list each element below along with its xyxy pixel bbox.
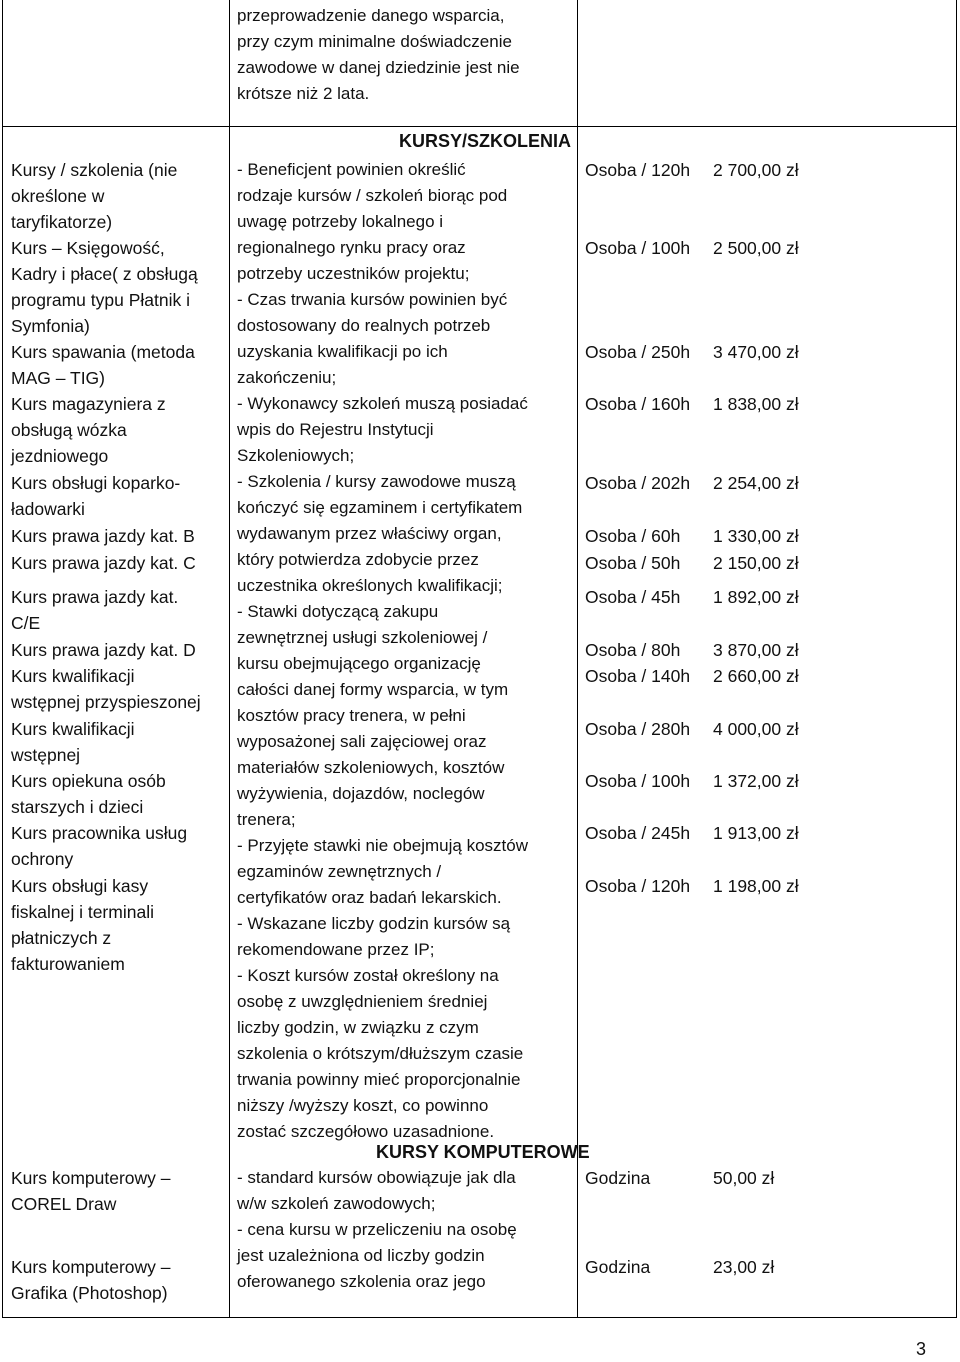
price-cell: 2 500,00 zł xyxy=(713,238,799,258)
table-border-left xyxy=(2,0,3,1318)
course-line: Kurs komputerowy – xyxy=(11,1257,171,1277)
note-line: trenera; xyxy=(237,810,296,829)
note-line: - Przyjęte stawki nie obejmują kosztów xyxy=(237,836,529,855)
price-cell: 1 892,00 zł xyxy=(713,587,799,607)
course-line: Kurs obsługi koparko- xyxy=(11,473,181,493)
course-line: Kurs spawania (metoda xyxy=(11,342,195,362)
price-cell: 4 000,00 zł xyxy=(713,719,799,739)
price-cell: 2 254,00 zł xyxy=(713,473,799,493)
course-line: ochrony xyxy=(11,849,74,869)
course-line: Kadry i płace( z obsługą xyxy=(11,264,198,284)
course-line: Kurs komputerowy – xyxy=(11,1168,171,1188)
price-cell: 1 330,00 zł xyxy=(713,526,799,546)
note-line: materiałów szkoleniowych, kosztów xyxy=(237,758,505,777)
price-cell: 1 198,00 zł xyxy=(713,876,799,896)
course-line: C/E xyxy=(11,613,41,633)
note-line: - Wskazane liczby godzin kursów są xyxy=(237,914,511,933)
note-line: szkolenia o krótszym/dłuższym czasie xyxy=(237,1044,524,1063)
note-line: wyżywienia, dojazdów, noclegów xyxy=(237,784,485,803)
note-line: uczestnika określonych kwalifikacji; xyxy=(237,576,503,595)
note-line: potrzeby uczestników projektu; xyxy=(237,264,470,283)
unit-cell: Osoba / 60h xyxy=(585,526,681,546)
course-line: Kurs pracownika usług xyxy=(11,823,188,843)
unit-cell: Osoba / 100h xyxy=(585,771,691,791)
note-line: liczby godzin, w związku z czym xyxy=(237,1018,479,1037)
text-line: zawodowe w danej dziedzinie jest nie xyxy=(237,58,520,77)
price-cell: 1 838,00 zł xyxy=(713,394,799,414)
unit-cell: Osoba / 45h xyxy=(585,587,681,607)
course-line: Kurs kwalifikacji xyxy=(11,666,135,686)
course-line: Kurs magazyniera z xyxy=(11,394,166,414)
course-line: Kurs prawa jazdy kat. B xyxy=(11,526,195,546)
price-cell: 2 700,00 zł xyxy=(713,160,799,180)
course-line: wstępnej przyspieszonej xyxy=(11,692,201,712)
note-line: - Koszt kursów został określony na xyxy=(237,966,499,985)
table-border-right xyxy=(956,0,957,1318)
note-line: w/w szkoleń zawodowych; xyxy=(237,1194,436,1213)
course-line: starszych i dzieci xyxy=(11,797,144,817)
price-cell: 1 913,00 zł xyxy=(713,823,799,843)
note-line: zostać szczegółowo uzasadnione. xyxy=(237,1122,495,1141)
price-cell: 50,00 zł xyxy=(713,1168,775,1188)
note-line: trwania powinny mieć proporcjonalnie xyxy=(237,1070,521,1089)
course-line: Kurs kwalifikacji xyxy=(11,719,135,739)
note-line: jest uzależniona od liczby godzin xyxy=(237,1246,485,1265)
unit-cell: Godzina xyxy=(585,1257,651,1277)
course-line: Kurs prawa jazdy kat. xyxy=(11,587,179,607)
text-line: przeprowadzenie danego wsparcia, xyxy=(237,6,505,25)
course-line: Kursy / szkolenia (nie xyxy=(11,160,178,180)
note-line: osobę z uwzględnieniem średniej xyxy=(237,992,488,1011)
course-line: obsługą wózka xyxy=(11,420,127,440)
note-line: - Szkolenia / kursy zawodowe muszą xyxy=(237,472,516,491)
unit-cell: Osoba / 120h xyxy=(585,876,691,896)
note-line: uzyskania kwalifikacji po ich xyxy=(237,342,448,361)
note-line: wpis do Rejestru Instytucji xyxy=(237,420,434,439)
note-line: kursu obejmującego organizację xyxy=(237,654,481,673)
course-line: MAG – TIG) xyxy=(11,368,105,388)
note-line: Szkoleniowych; xyxy=(237,446,355,465)
note-line: kończyć się egzaminem i certyfikatem xyxy=(237,498,523,517)
note-line: certyfikatów oraz badań lekarskich. xyxy=(237,888,502,907)
unit-cell: Osoba / 160h xyxy=(585,394,691,414)
price-cell: 3 870,00 zł xyxy=(713,640,799,660)
course-line: Kurs – Księgowość, xyxy=(11,238,165,258)
note-line: wyposażonej sali zajęciowej oraz xyxy=(237,732,487,751)
course-line: wstępnej xyxy=(11,745,81,765)
course-line: Kurs prawa jazdy kat. D xyxy=(11,640,196,660)
price-cell: 3 470,00 zł xyxy=(713,342,799,362)
course-line: Kurs prawa jazdy kat. C xyxy=(11,553,196,573)
course-line: Kurs opiekuna osób xyxy=(11,771,166,791)
column-divider-1 xyxy=(229,0,230,1318)
page-number: 3 xyxy=(916,1339,927,1359)
course-line: programu typu Płatnik i xyxy=(11,290,190,310)
text-line: krótsze niż 2 lata. xyxy=(237,84,370,103)
note-line: zakończeniu; xyxy=(237,368,337,387)
unit-cell: Osoba / 50h xyxy=(585,553,681,573)
course-line: jezdniowego xyxy=(11,446,109,466)
course-line: płatniczych z xyxy=(11,928,112,948)
note-line: - cena kursu w przeliczeniu na osobę xyxy=(237,1220,517,1239)
note-line: - Beneficjent powinien określić xyxy=(237,160,466,179)
unit-cell: Osoba / 100h xyxy=(585,238,691,258)
price-cell: 2 660,00 zł xyxy=(713,666,799,686)
unit-cell: Godzina xyxy=(585,1168,651,1188)
note-line: dostosowany do realnych potrzeb xyxy=(237,316,491,335)
course-line: COREL Draw xyxy=(11,1194,117,1214)
course-line: ładowarki xyxy=(11,499,85,519)
course-line: Symfonia) xyxy=(11,316,90,336)
unit-cell: Osoba / 250h xyxy=(585,342,691,362)
note-line: rodzaje kursów / szkoleń biorąc pod xyxy=(237,186,508,205)
note-line: - Stawki dotyczącą zakupu xyxy=(237,602,439,621)
course-line: Grafika (Photoshop) xyxy=(11,1283,168,1303)
unit-cell: Osoba / 140h xyxy=(585,666,691,686)
section-header-kursy-komputerowe: KURSY KOMPUTEROWE xyxy=(376,1142,590,1162)
unit-cell: Osoba / 245h xyxy=(585,823,691,843)
note-line: egzaminów zewnętrznych / xyxy=(237,862,442,881)
note-line: uwagę potrzeby lokalnego i xyxy=(237,212,444,231)
column-divider-2 xyxy=(577,0,578,1318)
note-line: niższy /wyższy koszt, co powinno xyxy=(237,1096,489,1115)
note-line: - Wykonawcy szkoleń muszą posiadać xyxy=(237,394,528,413)
course-line: fiskalnej i terminali xyxy=(11,902,154,922)
row-divider xyxy=(2,126,957,127)
note-line: - standard kursów obowiązuje jak dla xyxy=(237,1168,516,1187)
unit-cell: Osoba / 80h xyxy=(585,640,681,660)
price-cell: 1 372,00 zł xyxy=(713,771,799,791)
table-border-bottom xyxy=(2,1317,957,1318)
note-line: całości danej formy wsparcia, w tym xyxy=(237,680,509,699)
course-line: fakturowaniem xyxy=(11,954,125,974)
note-line: regionalnego rynku pracy oraz xyxy=(237,238,466,257)
note-line: zewnętrznej usługi szkoleniowej / xyxy=(237,628,488,647)
unit-cell: Osoba / 202h xyxy=(585,473,691,493)
course-line: określone w xyxy=(11,186,105,206)
note-line: wydawanym przez właściwy organ, xyxy=(237,524,502,543)
text-line: przy czym minimalne doświadczenie xyxy=(237,32,512,51)
unit-cell: Osoba / 280h xyxy=(585,719,691,739)
price-cell: 2 150,00 zł xyxy=(713,553,799,573)
course-line: Kurs obsługi kasy xyxy=(11,876,149,896)
note-line: który potwierdza zdobycie przez xyxy=(237,550,479,569)
note-line: - Czas trwania kursów powinien być xyxy=(237,290,508,309)
note-line: oferowanego szkolenia oraz jego xyxy=(237,1272,486,1291)
unit-cell: Osoba / 120h xyxy=(585,160,691,180)
price-cell: 23,00 zł xyxy=(713,1257,775,1277)
note-line: kosztów pracy trenera, w pełni xyxy=(237,706,466,725)
course-line: taryfikatorze) xyxy=(11,212,113,232)
section-header-kursy-szkolenia: KURSY/SZKOLENIA xyxy=(399,131,572,151)
note-line: rekomendowane przez IP; xyxy=(237,940,435,959)
